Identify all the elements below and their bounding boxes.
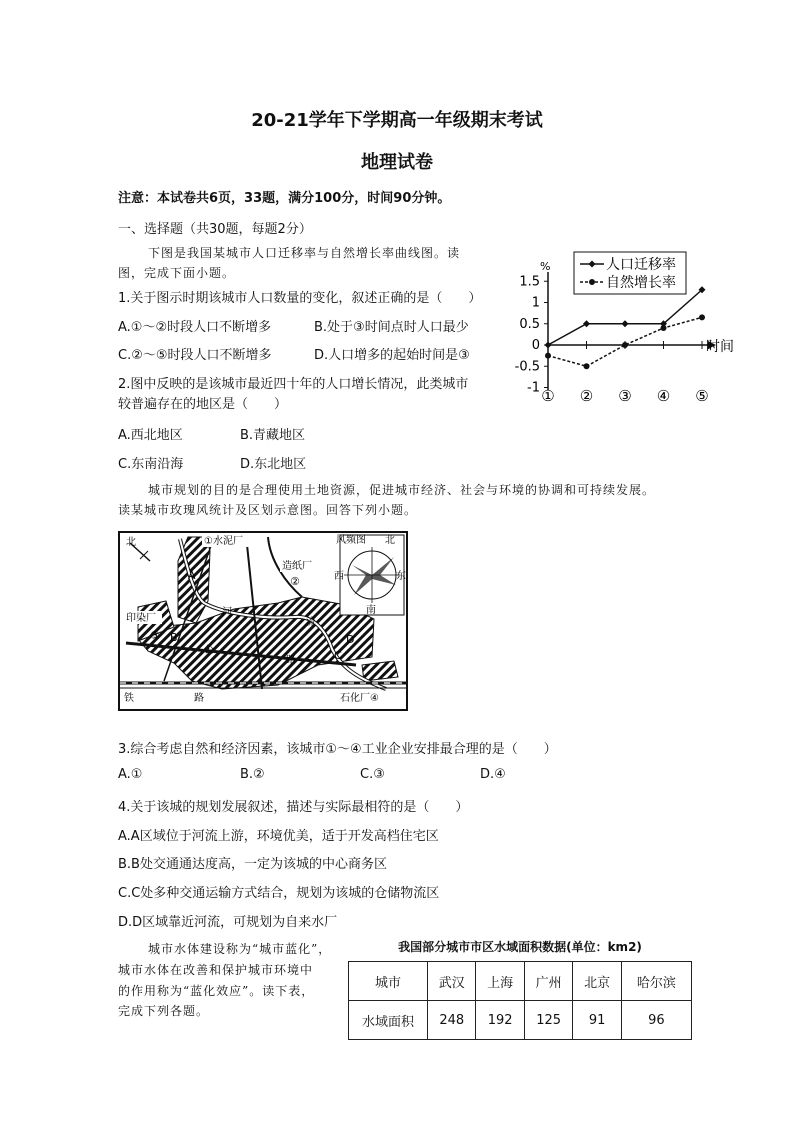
rail-label-2: 路 (194, 693, 204, 704)
exam-notice: 注意：本试卷共6页，33题，满分100分，时间90分钟。 (118, 191, 451, 206)
table-caption: 我国部分城市市区水域面积数据(单位：km2) (398, 940, 642, 954)
north-label: 北 (126, 537, 136, 548)
q2-option-a[interactable]: A.西北地区 (118, 428, 183, 443)
q3-stem: 3.综合考虑自然和经济因素，该城市①～④工业企业安排最合理的是（ ） (118, 742, 557, 757)
table-cell: 91 (573, 1001, 621, 1040)
intro2-line2: 读某城市玫瑰风统计及区划示意图。回答下列小题。 (118, 503, 418, 517)
x-tick-label: ① (541, 387, 555, 405)
wind-rose-west: 西 (334, 571, 344, 582)
table-row-label: 水域面积 (349, 1001, 428, 1040)
city-zoning-map (118, 531, 408, 711)
q2-option-b[interactable]: B.青藏地区 (240, 428, 306, 443)
factory-2-label: 造纸厂 (282, 561, 312, 572)
population-rate-chart (500, 250, 750, 410)
zone-c-label: C (334, 649, 342, 662)
q3-option-c[interactable]: C.③ (360, 767, 385, 782)
natural-growth-point (545, 353, 551, 359)
natural-growth-point (661, 325, 667, 331)
q2-option-c[interactable]: C.东南沿海 (118, 457, 184, 472)
intro1-line2: 图，完成下面小题。 (118, 266, 236, 280)
q2-stem-line2: 较普遍存在的地区是（ ） (118, 397, 288, 412)
legend-marker-natural (589, 279, 595, 285)
x-tick-label: ③ (618, 387, 632, 405)
x-tick-label: ⑤ (695, 387, 709, 405)
intro3-line3: 的作用称为“蓝化效应”。读下表， (118, 984, 315, 998)
table-cell: 96 (621, 1001, 691, 1040)
zone-b-label: B (170, 631, 178, 644)
migration-rate-point (545, 342, 552, 349)
river-label-2: 流 (306, 617, 316, 628)
table-cell: 192 (476, 1001, 524, 1040)
wind-rose-south: 南 (366, 605, 376, 616)
q4-option-d[interactable]: D.D区域靠近河流，可规划为自来水厂 (118, 915, 338, 930)
y-tick-label: -1 (527, 380, 540, 396)
y-tick-label: 1 (531, 295, 540, 311)
exam-title: 20-21学年下学期高一年级期末考试 (251, 110, 543, 131)
table-cell: 248 (428, 1001, 476, 1040)
factory-2-num: ② (290, 575, 300, 588)
natural-growth-point (622, 342, 628, 348)
legend-label-migration: 人口迁移率 (606, 257, 676, 273)
rail-label-1: 铁 (124, 693, 134, 704)
factory-1-label: ①水泥厂 (204, 536, 243, 547)
y-tick-label: 1.5 (519, 274, 540, 290)
q3-option-a[interactable]: A.① (118, 767, 143, 782)
wind-rose-north: 北 (385, 535, 395, 546)
natural-growth-point (699, 314, 705, 320)
table-header-cell: 武汉 (428, 962, 476, 1001)
east-strip-area (362, 661, 398, 681)
x-axis-label: 时间 (706, 339, 734, 355)
wind-rose-title: 风频图 (336, 535, 366, 546)
q4-option-b[interactable]: B.B处交通通达度高，一定为该城的中心商务区 (118, 857, 387, 872)
migration-rate-point (583, 320, 590, 327)
x-tick-label: ② (579, 387, 594, 405)
wind-rose-east: 东 (396, 571, 406, 582)
q2-option-d[interactable]: D.东北地区 (240, 457, 307, 472)
q1-option-d[interactable]: D.人口增多的起始时间是③ (314, 348, 470, 363)
table-cell: 125 (524, 1001, 572, 1040)
zone-d-label: D (346, 633, 355, 646)
migration-rate-point (622, 320, 629, 327)
intro3-line1: 城市水体建设称为“城市蓝化”， (148, 942, 332, 956)
y-tick-label: -0.5 (514, 359, 540, 375)
factory-3-label: 印染厂 (126, 613, 156, 624)
table-header-cell: 上海 (476, 962, 524, 1001)
road-label-1: 公 (204, 645, 214, 656)
subject-title: 地理试卷 (361, 152, 433, 173)
q4-option-c[interactable]: C.C处多种交通运输方式结合，规划为该城的仓储物流区 (118, 886, 440, 901)
table-row (349, 1001, 692, 1040)
legend-label-natural: 自然增长率 (606, 275, 676, 291)
table-header-cell: 哈尔滨 (621, 962, 691, 1001)
q1-option-b[interactable]: B.处于③时间点时人口最少 (314, 320, 469, 335)
y-tick-label: 0 (531, 338, 540, 353)
q4-option-a[interactable]: A.A区域位于河流上游，环境优美，适于开发高档住宅区 (118, 829, 439, 844)
q4-stem: 4.关于该城的规划发展叙述，描述与实际最相符的是（ ） (118, 800, 469, 815)
intro1-line1: 下图是我国某城市人口迁移率与自然增长率曲线图。读 (148, 246, 461, 260)
zone-a-label: A (188, 569, 196, 582)
intro3-line4: 完成下列各题。 (118, 1004, 210, 1018)
factory-4-label: 石化厂④ (340, 693, 379, 704)
intro2-line1: 城市规划的目的是合理使用土地资源，促进城市经济、社会与环境的协调和可持续发展。 (148, 483, 656, 497)
water-area-table (348, 961, 692, 1040)
factory-3-num: ③ (150, 629, 160, 642)
table-header-cell: 广州 (524, 962, 572, 1001)
x-tick-label: ④ (656, 387, 671, 405)
table-header-cell: 城市 (349, 962, 428, 1001)
section-heading: 一、选择题（共30题，每题2分） (118, 222, 312, 237)
river-label-1: 河 (222, 607, 232, 618)
table-header-row (349, 962, 692, 1001)
migration-rate-line (548, 290, 702, 345)
y-tick-label: 0.5 (519, 316, 540, 332)
q1-option-a[interactable]: A.①～②时段人口不断增多 (118, 320, 272, 335)
y-unit-label: % (540, 260, 551, 273)
q1-stem: 1.关于图示时期该城市人口数量的变化，叙述正确的是（ ） (118, 291, 482, 306)
table-header-cell: 北京 (573, 962, 621, 1001)
natural-growth-point (584, 363, 590, 369)
q2-stem-line1: 2.图中反映的是该城市最近四十年的人口增长情况，此类城市 (118, 377, 469, 392)
intro3-line2: 城市水体在改善和保护城市环境中 (118, 963, 314, 977)
road-label-2: 路 (286, 655, 296, 666)
q3-option-d[interactable]: D.④ (480, 767, 506, 782)
q1-option-c[interactable]: C.②～⑤时段人口不断增多 (118, 348, 272, 363)
q3-option-b[interactable]: B.② (240, 767, 265, 782)
